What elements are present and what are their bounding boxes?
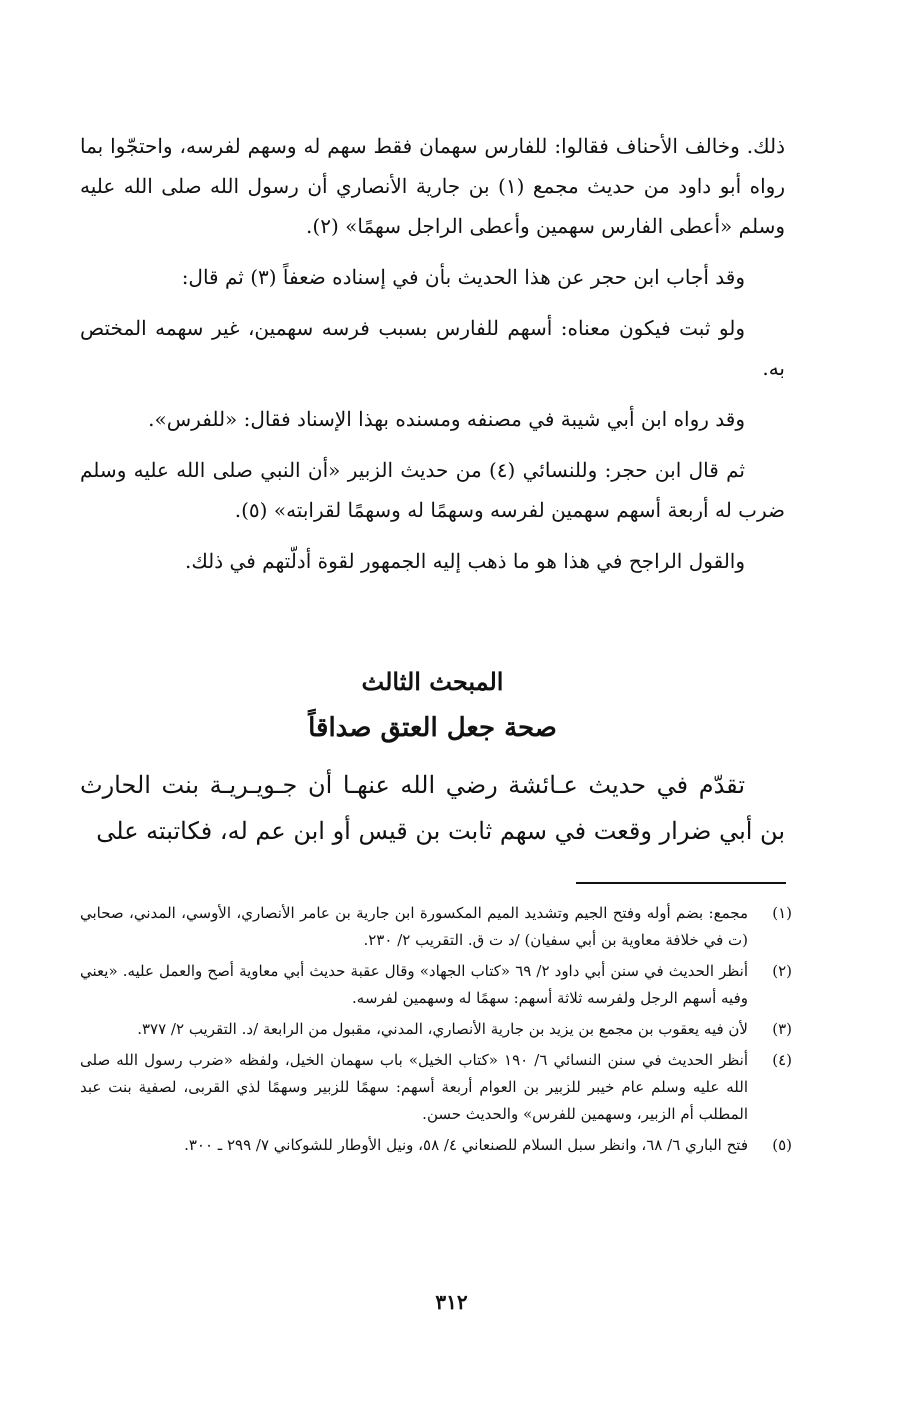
footnote-separator: [576, 882, 786, 884]
footnote-3: [80, 1016, 792, 1043]
section-text: [80, 762, 785, 854]
body-text: [80, 126, 785, 592]
section-heading-block: [80, 660, 785, 752]
footnote-number: (٥): [772, 1136, 792, 1154]
paragraph-5: ثم قال ابن حجر: وللنسائي (٤) من حديث الزبير «أن النبي صلى الله عليه وسلم ضرب له أربعة أسهم سهمين لفرسه وسهمًا له وسهمًا لقرابته» (٥).: [80, 458, 785, 522]
footnote-number: (٤): [772, 1051, 792, 1069]
paragraph-6: والقول الراجح في هذا هو ما ذهب إليه الجمهور لقوة أدلّتهم في ذلك.: [184, 549, 745, 573]
footnote-text: لأن فيه يعقوب بن مجمع بن يزيد بن جارية الأنصاري، المدني، مقبول من الرابعة /د. التقريب ٢/ ٣٧٧.: [137, 1020, 748, 1038]
footnote-5: [80, 1132, 792, 1159]
footnote-2: [80, 958, 792, 1012]
page-number: ٣١٢: [435, 1290, 468, 1314]
footnote-1: [80, 900, 792, 954]
paragraph-3: ولو ثبت فيكون معناه: أسهم للفارس بسبب فرسه سهمين، غير سهمه المختص به.: [80, 316, 785, 380]
footnote-text: فتح الباري ٦/ ٦٨، وانظر سبل السلام للصنعاني ٤/ ٥٨، ونيل الأوطار للشوكاني ٧/ ٢٩٩ ـ ٣٠٠.: [184, 1136, 748, 1154]
paragraph-2: وقد أجاب ابن حجر عن هذا الحديث بأن في إسناده ضعفاً (٣) ثم قال:: [181, 265, 745, 289]
section-heading: المبحث الثالث: [361, 667, 504, 696]
paragraph-1: ذلك. وخالف الأحناف فقالوا: للفارس سهمان فقط سهم له وسهم لفرسه، واحتجّوا بما رواه أبو داود من حديث مجمع (١) بن جارية الأنصاري أن رسول الله صلى الله عليه وسلم «أعطى الفارس سهمين وأعطى الراجل سهمًا» (٢).: [80, 134, 785, 238]
footnote-text: أنظر الحديث في سنن النسائي ٦/ ١٩٠ «كتاب الخيل» باب سهمان الخيل، ولفظه «ضرب رسول الله صلى الله عليه وسلم عام خيبر للزبير بن العوام أربعة أسهم: سهمًا للزبير وسهمًا لذي القربى، لصفية بنت عبد المطلب أم الزبير، وسهمين للفرس» والحديث حسن.: [80, 1051, 748, 1123]
footnote-number: (٢): [772, 962, 792, 980]
footnote-4: [80, 1047, 792, 1128]
footnote-text: أنظر الحديث في سنن أبي داود ٢/ ٦٩ «كتاب الجهاد» وقال عقبة حديث أبي معاوية أصح والعمل عليه. «يعني وفيه أسهم الرجل ولفرسه ثلاثة أسهم: سهمًا له وسهمين لفرسه.: [80, 962, 749, 1007]
section-paragraph: تقدّم في حديث عـائشة رضي الله عنهـا أن جـويـريـة بنت الحارث بن أبي ضرار وقعت في سهم ثابت بن قيس أو ابن عم له، فكاتبته على: [80, 771, 785, 845]
footnote-number: (١): [772, 904, 792, 922]
footnote-text: مجمع: بضم أوله وفتح الجيم وتشديد الميم المكسورة ابن جارية بن عامر الأنصاري، الأوسي، المدني، صحابي (ت في خلافة معاوية بن أبي سفيان) /د ت ق. التقريب ٢/ ٢٣٠.: [80, 904, 748, 949]
footnotes: [80, 900, 792, 1163]
section-subheading: صحة جعل العتق صداقاً: [308, 713, 557, 743]
paragraph-4: وقد رواه ابن أبي شيبة في مصنفه ومسنده بهذا الإسناد فقال: «للفرس».: [148, 407, 745, 431]
footnote-number: (٣): [772, 1020, 792, 1038]
